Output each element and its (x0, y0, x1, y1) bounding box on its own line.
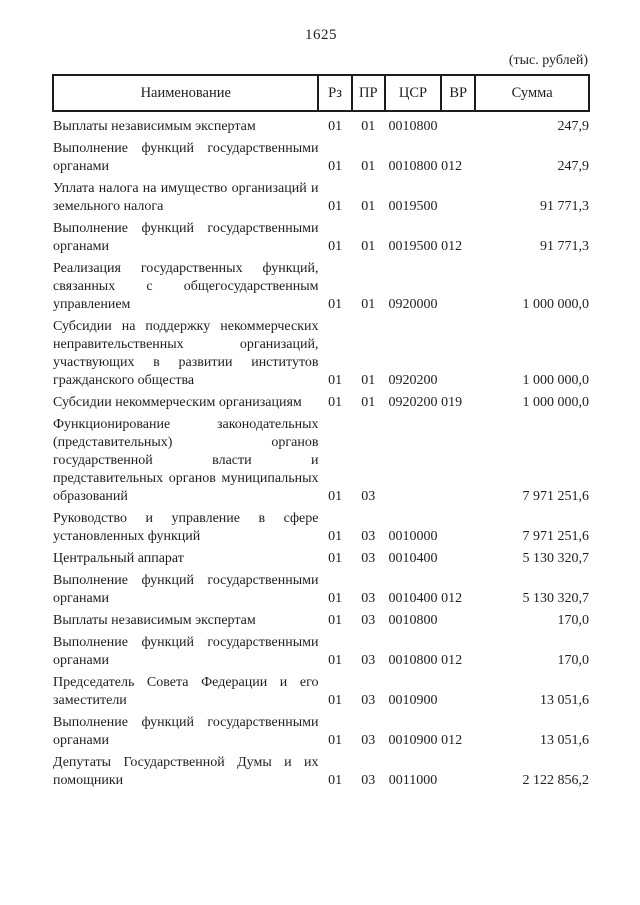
table-row (53, 568, 589, 608)
cell-rz: 01 (328, 239, 343, 254)
cell-csr: 0010900 (388, 733, 438, 748)
cell-rz: 01 (328, 297, 343, 312)
cell-rz: 01 (328, 693, 343, 708)
cell-vr: 012 (441, 733, 463, 748)
cell-sum: 91 771,3 (540, 239, 589, 254)
table-row (53, 412, 589, 506)
cell-rz: 01 (328, 529, 343, 544)
cell-name: Выполнение функций государственными органами (53, 715, 319, 748)
table-row (53, 710, 589, 750)
table-row (53, 546, 589, 568)
cell-csr: 0010800 (388, 159, 438, 174)
cell-rz: 01 (328, 551, 343, 566)
cell-sum: 1 000 000,0 (522, 297, 589, 312)
cell-vr (441, 176, 475, 216)
cell-name: Субсидии на поддержку некоммерческих неправительственных организаций, участвующих в развитии институтов гражданского общества (53, 319, 319, 388)
table-row (53, 630, 589, 670)
cell-sum: 247,9 (557, 119, 589, 134)
cell-csr: 0920200 (388, 373, 438, 388)
cell-vr: 012 (441, 159, 463, 174)
table-row (53, 670, 589, 710)
cell-pr: 01 (361, 119, 376, 134)
header-cell-vr: ВР (441, 75, 475, 111)
cell-pr: 01 (361, 395, 376, 410)
cell-pr: 01 (361, 239, 376, 254)
cell-rz: 01 (328, 159, 343, 174)
cell-csr: 0019500 (388, 239, 438, 254)
cell-vr (441, 412, 475, 506)
cell-name: Реализация государственных функций, связанных с общегосударственным управлением (53, 261, 319, 312)
cell-vr (441, 750, 475, 790)
cell-sum: 170,0 (557, 613, 589, 628)
table-row (53, 750, 589, 790)
cell-pr: 03 (361, 733, 376, 748)
cell-sum: 5 130 320,7 (522, 591, 589, 606)
header-cell-pr: ПР (352, 75, 385, 111)
cell-pr: 03 (361, 773, 376, 788)
table-row (53, 216, 589, 256)
cell-name: Выполнение функций государственными органами (53, 573, 319, 606)
cell-csr: 0010000 (388, 529, 438, 544)
cell-csr: 0019500 (388, 199, 438, 214)
cell-name: Выполнение функций государственными органами (53, 221, 319, 254)
cell-name: Субсидии некоммерческим организациям (53, 395, 302, 410)
cell-name: Выплаты независимым экспертам (53, 119, 256, 134)
cell-rz: 01 (328, 733, 343, 748)
cell-csr: 0010400 (388, 551, 438, 566)
cell-name: Выполнение функций государственными органами (53, 141, 319, 174)
cell-name: Уплата налога на имущество организаций и земельного налога (53, 181, 319, 214)
cell-csr: 0010800 (388, 119, 438, 134)
cell-vr (441, 506, 475, 546)
table-row (53, 390, 589, 412)
cell-rz: 01 (328, 199, 343, 214)
header-cell-csr: ЦСР (385, 75, 441, 111)
cell-rz: 01 (328, 613, 343, 628)
page-content (52, 26, 590, 790)
cell-rz: 01 (328, 773, 343, 788)
cell-sum: 91 771,3 (540, 199, 589, 214)
units-note: (тыс. рублей) (508, 53, 588, 68)
cell-rz: 01 (328, 489, 343, 504)
cell-vr (441, 111, 475, 136)
cell-sum: 13 051,6 (540, 693, 589, 708)
cell-vr (441, 546, 475, 568)
cell-sum: 13 051,6 (540, 733, 589, 748)
cell-name: Выплаты независимым экспертам (53, 613, 256, 628)
table-row (53, 314, 589, 390)
header-cell-name: Наименование (53, 75, 318, 111)
cell-name: Председатель Совета Федерации и его заместители (53, 675, 319, 708)
budget-table (52, 74, 590, 790)
cell-vr (441, 314, 475, 390)
cell-pr: 01 (361, 199, 376, 214)
cell-vr (441, 608, 475, 630)
cell-vr: 012 (441, 591, 463, 606)
cell-sum: 1 000 000,0 (522, 395, 589, 410)
page-number: 1625 (305, 27, 337, 43)
table-body (53, 111, 589, 790)
cell-name: Депутаты Государственной Думы и их помощники (53, 755, 319, 788)
cell-sum: 247,9 (557, 159, 589, 174)
cell-vr (441, 256, 475, 314)
cell-sum: 5 130 320,7 (522, 551, 589, 566)
cell-sum: 2 122 856,2 (522, 773, 589, 788)
cell-rz: 01 (328, 653, 343, 668)
cell-pr: 03 (361, 693, 376, 708)
cell-rz: 01 (328, 119, 343, 134)
cell-rz: 01 (328, 373, 343, 388)
cell-sum: 7 971 251,6 (522, 489, 589, 504)
table-row (53, 608, 589, 630)
cell-name: Руководство и управление в сфере установленных функций (53, 511, 319, 544)
table-row (53, 136, 589, 176)
cell-rz: 01 (328, 591, 343, 606)
cell-pr: 03 (361, 591, 376, 606)
cell-vr: 019 (441, 395, 463, 410)
cell-vr (441, 670, 475, 710)
cell-pr: 03 (361, 551, 376, 566)
cell-vr: 012 (441, 239, 463, 254)
table-header-row (53, 75, 589, 111)
cell-csr: 0920200 (388, 395, 438, 410)
cell-pr: 03 (361, 529, 376, 544)
cell-csr: 0010800 (388, 613, 438, 628)
cell-csr: 0010900 (388, 693, 438, 708)
cell-pr: 01 (361, 297, 376, 312)
cell-rz: 01 (328, 395, 343, 410)
table-row (53, 111, 589, 136)
cell-csr (385, 412, 441, 506)
cell-pr: 01 (361, 373, 376, 388)
header-cell-sum: Сумма (475, 75, 589, 111)
table-row (53, 176, 589, 216)
cell-sum: 170,0 (557, 653, 589, 668)
cell-pr: 03 (361, 653, 376, 668)
header-cell-rz: Рз (318, 75, 351, 111)
cell-pr: 01 (361, 159, 376, 174)
cell-vr: 012 (441, 653, 463, 668)
cell-name: Выполнение функций государственными органами (53, 635, 319, 668)
table-row (53, 506, 589, 546)
cell-csr: 0011000 (388, 773, 438, 788)
cell-pr: 03 (361, 613, 376, 628)
cell-name: Функционирование законодательных (представительных) органов государственной власти и представительных органов муниципальных образований (53, 417, 319, 504)
cell-pr: 03 (361, 489, 376, 504)
cell-name: Центральный аппарат (53, 551, 184, 566)
cell-sum: 7 971 251,6 (522, 529, 589, 544)
cell-csr: 0010400 (388, 591, 438, 606)
cell-csr: 0010800 (388, 653, 438, 668)
table-row (53, 256, 589, 314)
cell-sum: 1 000 000,0 (522, 373, 589, 388)
cell-csr: 0920000 (388, 297, 438, 312)
